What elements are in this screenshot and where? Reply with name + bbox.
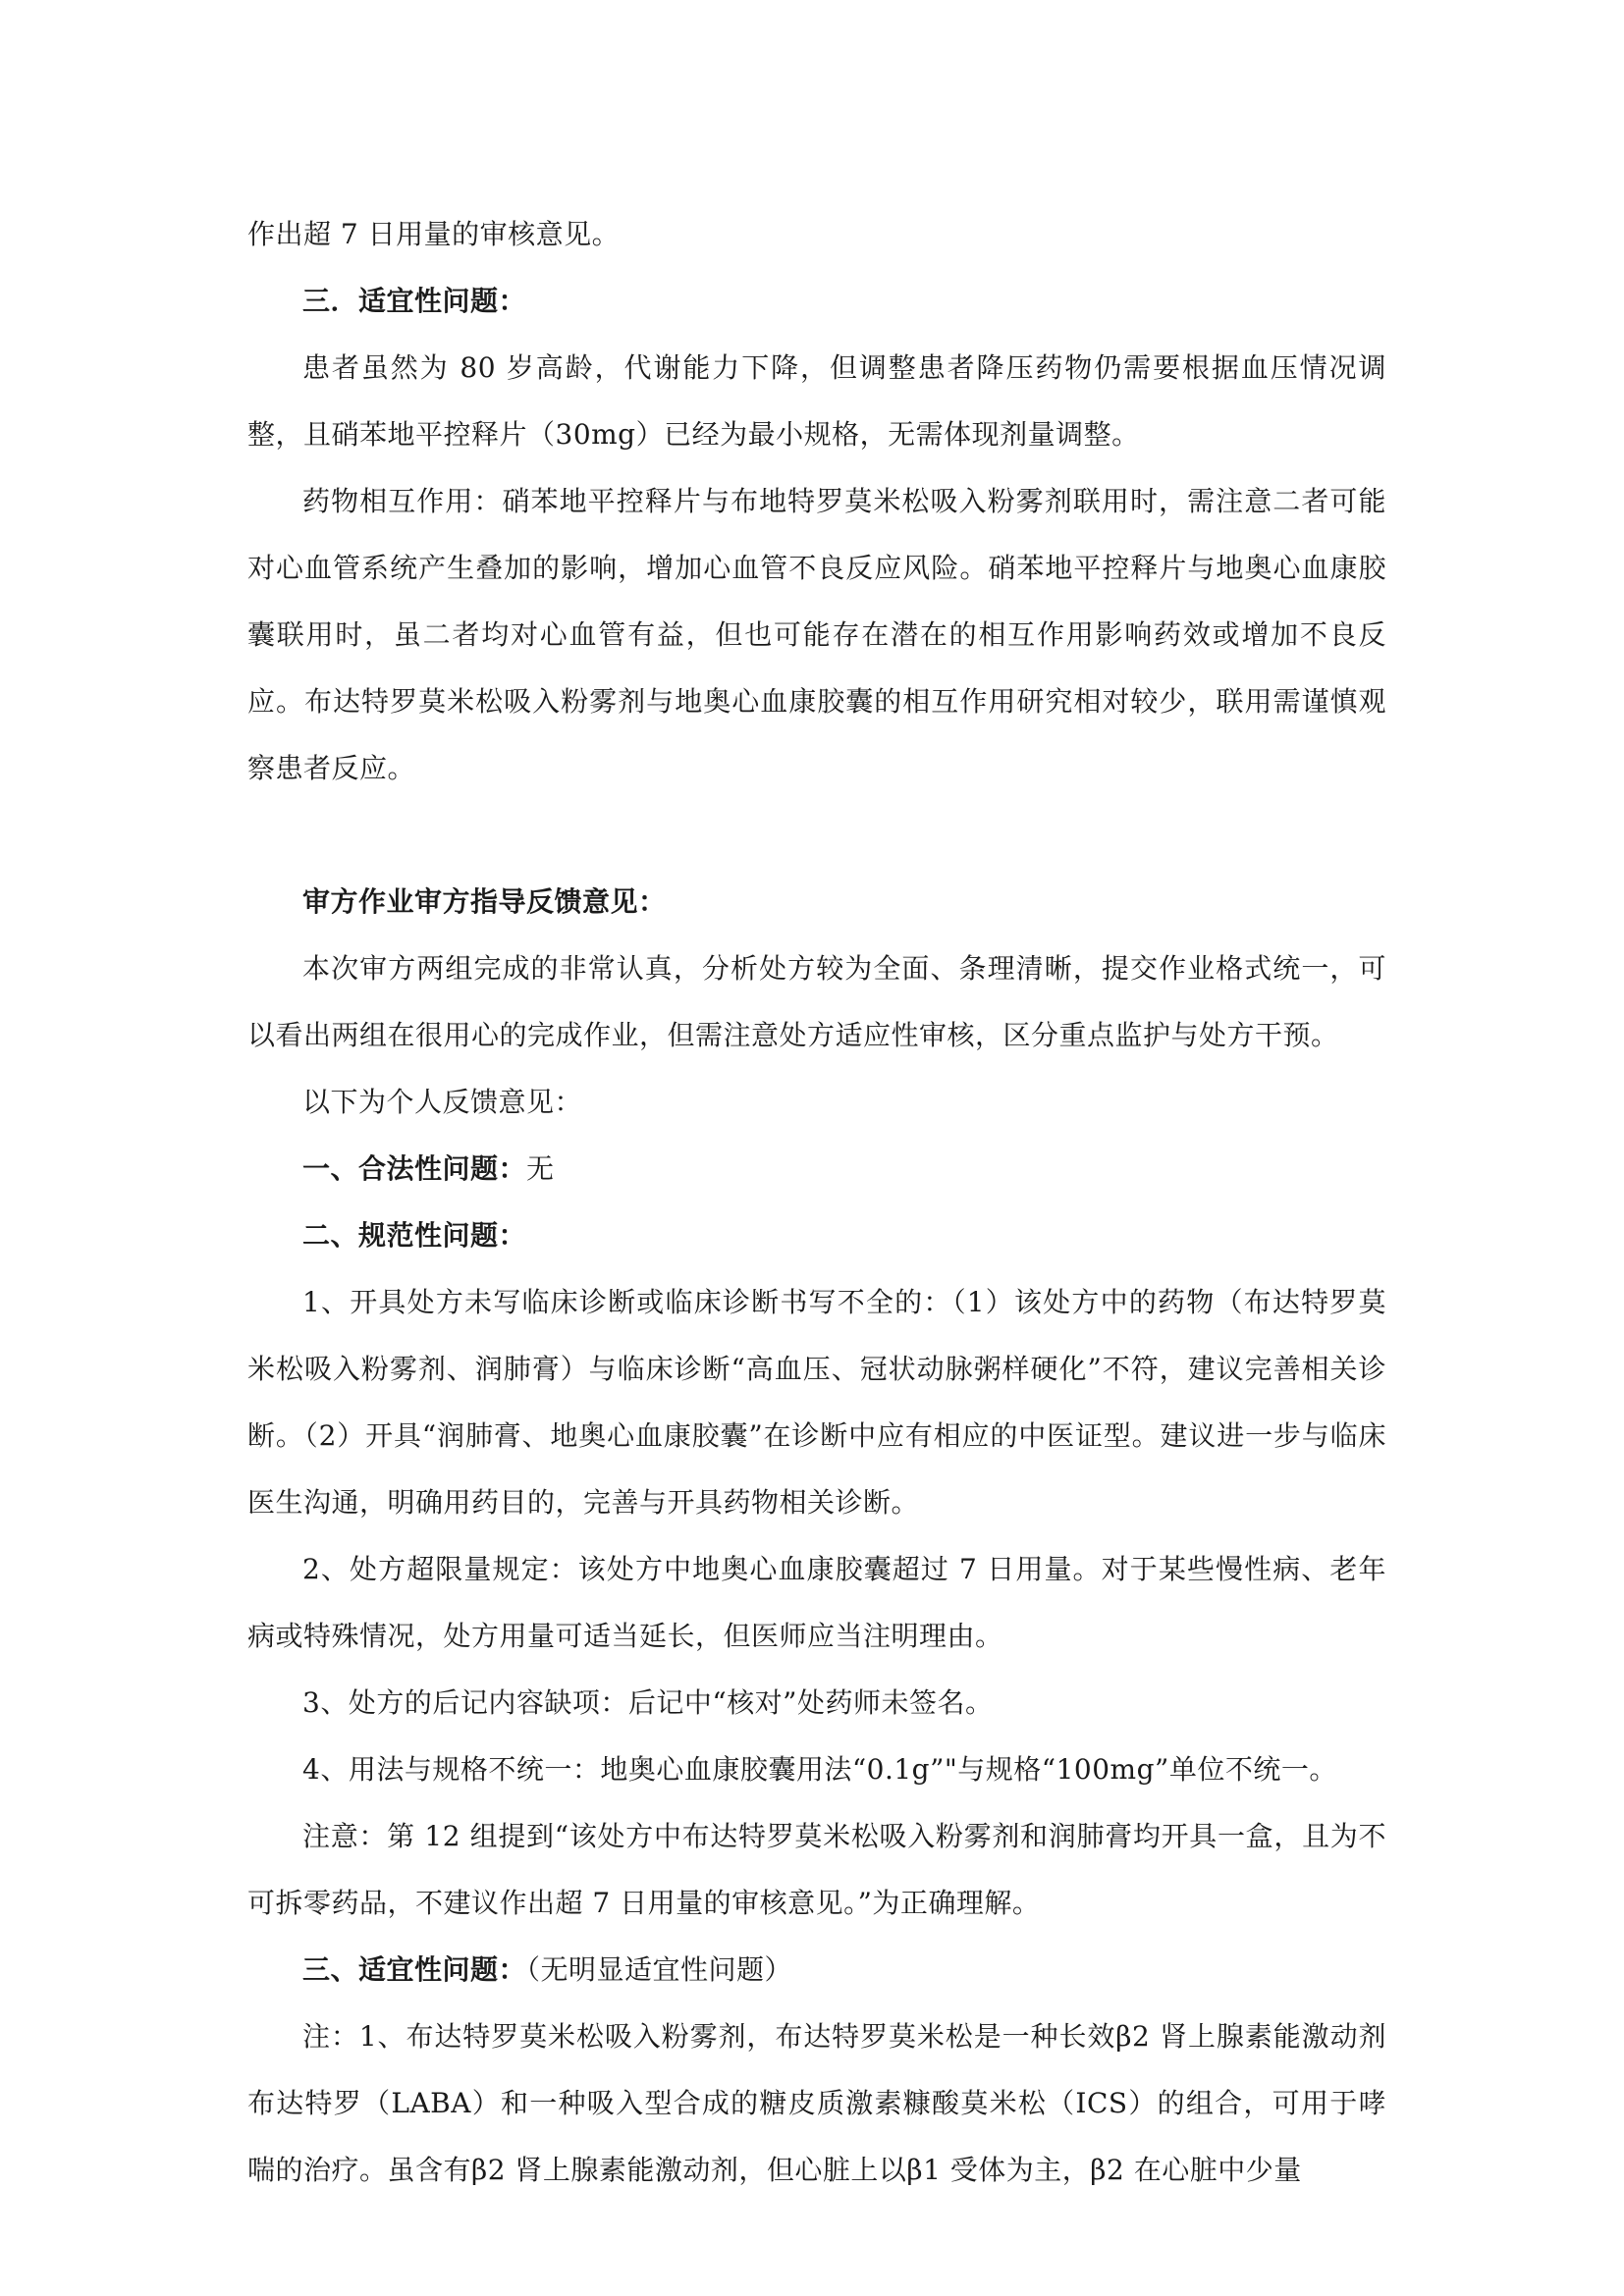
body-paragraph: 1、开具处方未写临床诊断或临床诊断书写不全的：（1）该处方中的药物（布达特罗莫米松吸入粉雾剂、润肺膏）与临床诊断“高血压、冠状动脉粥样硬化”不符，建议完善相关诊断。（2）开具“润肺膏、地奥心血康胶囊”在诊断中应有相应的中医证型。建议进一步与临床医生沟通，明确用药目的，完善与开具药物相关诊断。: [247, 1286, 1386, 1519]
document-page: [247, 201, 1386, 2204]
heading-value: 无: [526, 1152, 555, 1185]
heading-text: 三．适宜性问题：: [302, 285, 527, 317]
heading-text: 三、适宜性问题：: [302, 1953, 527, 1986]
heading-text: 一、合法性问题：: [302, 1152, 527, 1185]
section-heading: [247, 1937, 1386, 2003]
heading-text: 审方作业审方指导反馈意见：: [302, 885, 667, 918]
body-paragraph: 患者虽然为 80 岁高龄，代谢能力下降，但调整患者降压药物仍需要根据血压情况调整，且硝苯地平控释片（30mg）已经为最小规格，无需体现剂量调整。: [247, 351, 1386, 451]
body-paragraph: 本次审方两组完成的非常认真，分析处方较为全面、条理清晰，提交作业格式统一，可以看出两组在很用心的完成作业，但需注意处方适应性审核，区分重点监护与处方干预。: [247, 952, 1386, 1051]
body-paragraph: 注意：第 12 组提到“该处方中布达特罗莫米松吸入粉雾剂和润肺膏均开具一盒，且为不可拆零药品，不建议作出超 7 日用量的审核意见。”为正确理解。: [247, 1820, 1386, 1919]
section-heading: [247, 1202, 1386, 1269]
body-paragraph: 2、处方超限量规定：该处方中地奥心血康胶囊超过 7 日用量。对于某些慢性病、老年病或特殊情况，处方用量可适当延长，但医师应当注明理由。: [247, 1553, 1386, 1652]
section-heading: [247, 268, 1386, 335]
body-paragraph: 注：1、布达特罗莫米松吸入粉雾剂，布达特罗莫米松是一种长效β2 肾上腺素能激动剂布达特罗（LABA）和一种吸入型合成的糖皮质激素糠酸莫米松（ICS）的组合，可用于哮喘的治疗。虽含有β2 肾上腺素能激动剂，但心脏上以β1 受体为主，β2 在心脏中少量: [247, 2020, 1386, 2186]
body-paragraph: 以下为个人反馈意见：: [302, 1086, 583, 1118]
heading-text: 二、规范性问题：: [302, 1219, 527, 1252]
body-paragraph: 药物相互作用：硝苯地平控释片与布地特罗莫米松吸入粉雾剂联用时，需注意二者可能对心血管系统产生叠加的影响，增加心血管不良反应风险。硝苯地平控释片与地奥心血康胶囊联用时，虽二者均对心血管有益，但也可能存在潜在的相互作用影响药效或增加不良反应。布达特罗莫米松吸入粉雾剂与地奥心血康胶囊的相互作用研究相对较少，联用需谨慎观察患者反应。: [247, 485, 1386, 784]
section-heading: [247, 1136, 1386, 1202]
body-paragraph: 作出超 7 日用量的审核意见。: [247, 218, 621, 250]
paragraph-gap: [247, 802, 1386, 869]
section-heading: [247, 869, 1386, 935]
body-paragraph: 3、处方的后记内容缺项：后记中“核对”处药师未签名。: [302, 1686, 994, 1719]
heading-value: （无明显适宜性问题）: [526, 1953, 793, 1986]
body-paragraph: 4、用法与规格不统一：地奥心血康胶囊用法“0.1g”"与规格“100mg”单位不统一。: [302, 1753, 1337, 1786]
